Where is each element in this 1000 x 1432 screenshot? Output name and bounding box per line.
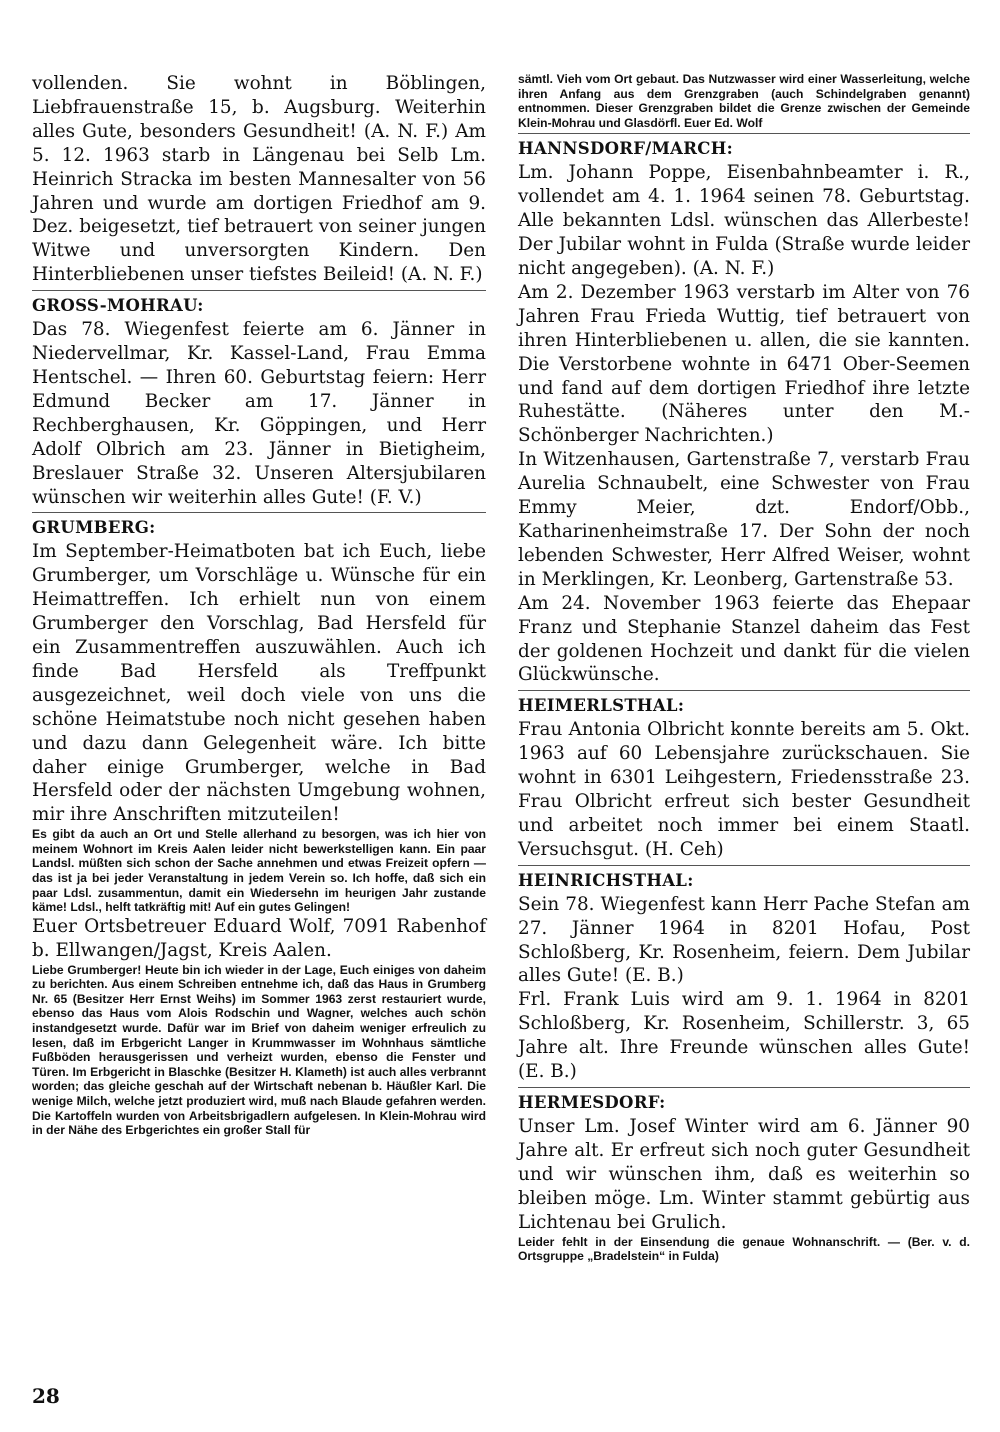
grumberg-text-1: Im September-Heimatboten bat ich Euch, liebe Grumberger, um Vorschläge u. Wünsche für ein Heimattreffen. Ich erhielt nun von einem Grumberger den Vorschlag, Bad Hersfeld für ein Zusammentreffen auszuwählen. Auch ich finde Bad Hersfeld als Treffpunkt ausgezeichnet, weil doch viele von uns die schöne Heimatstube noch nicht gesehen haben und dazu dann Gelegenheit wäre. Ich bitte daher einige Grumberger, welche in Bad Hersfeld oder der nächsten Umgebung wohnen, mir ihre Anschriften mitzuteilen! [32,541,486,826]
hannsdorf-text-4: Am 24. November 1963 feierte das Ehepaar Franz und Stephanie Stanzel daheim das Fest der goldenen Hochzeit und dankt für die vielen Glückwünsche. [518,592,970,686]
grumberg-small-text-2: Liebe Grumberger! Heute bin ich wieder in der Lage, Euch einiges von daheim zu berichten. Aus einem Schreiben entnehme ich, daß das Haus in Grumberg Nr. 65 (Besitzer Herr Ernst Weihs) im Sommer 1963 zerst restauriert wurde, ebenso das Haus vom Alois Rodschin und Wagner, welches auch schön instandgesetzt wurde. Dafür war im Brief von daheim weniger erfreulich zu lesen, daß im Erbgericht Langer in Krummwasser im Wohnhaus sämtliche Fußböden herausgerissen und verheizt wurden, ebenso die Fenster und Türen. Im Erbgericht in Blaschke (Besitzer H. Klameth) ist auch alles verbrannt worden; das gleiche geschah auf der Wirtschaft nebenan b. Häußler Karl. Die wenige Milch, welche jetzt produziert wird, muß nach Blaude gefahren werden. Die Kartoffeln wurden von Arbeitsbrigadlern aufgelesen. In Klein-Mohrau wird in der Nähe des Erbgerichtes ein großer Stall für [32,962,486,1138]
intro-paragraph: vollenden. Sie wohnt in Böblingen, Liebfrauenstraße 15, b. Augsburg. Weiterhin alles Gute, besonders Gesundheit! (A. N. F.) Am 5. 12. 1963 starb in Längenau bei Selb Lm. Heinrich Stracka im besten Mannesalter von 56 Jahren und wurde am dortigen Friedhof am 9. Dez. beigesetzt, tief betrauert von seiner jungen Witwe und unversorgten Kindern. Den Hinterbliebenen unser tiefstes Beileid! (A. N. F.) [32,73,486,286]
section-divider [32,290,486,291]
heading-hannsdorf: HANNSDORF/MARCH: [518,139,733,159]
section-divider [518,865,970,866]
right-intro-small: sämtl. Vieh vom Ort gebaut. Das Nutzwasser wird einer Wasserleitung, welche ihren Anfang aus dem Grenzgraben (auch Schindelgraben genannt) entnommen. Dieser Grenzgraben bildet die Grenze zwischen der Gemeinde Klein-Mohrau und Glasdörfl. Euer Ed. Wolf [518,72,970,130]
heimerlsthal-text: Frau Antonia Olbricht konnte bereits am 5. Okt. 1963 auf 60 Lebensjahre zurückschauen. Sie wohnt in 6301 Leihgestern, Friedensstraße 23. Frau Olbricht erfreut sich bester Gesundheit und arbeitet noch immer bei einem Staatl. Versuchsgut. (H. Ceh) [518,719,970,860]
heading-heinrichsthal: HEINRICHSTHAL: [518,870,694,890]
heading-hermesdorf: HERMESDORF: [518,1093,666,1112]
heading-heimerlsthal: HEIMERLSTHAL: [518,696,685,716]
heading-grumberg: GRUMBERG: [32,518,156,538]
heinrichsthal-text-1: Sein 78. Wiegenfest kann Herr Pache Stefan am 27. Jänner 1964 in 8201 Hofau, Post Schloßberg, Kr. Rosenheim, feiern. Dem Jubilar alles Gute! (E. B.) [518,893,970,987]
grumberg-small-text-1: Es gibt da auch an Ort und Stelle allerhand zu besorgen, was ich hier von meinem Wohnort im Kreis Aalen leider nicht bewerkstelligen kann. Ein paar Landsl. müßten sich schon der Sache annehmen und etwas Freizeit opfern — das ist ja bei jeder Veranstaltung in jedem Verein so. Ich hoffe, daß sich ein paar Ldsl. zusammentun, damit ein Wiedersehn im heurigen Jahr zustande käme! Ldsl., helft tatkräftig mit! Auf ein gutes Gelingen! [32,827,486,915]
gross-mohrau-text: Das 78. Wiegenfest feierte am 6. Jänner in Niedervellmar, Kr. Kassel-Land, Frau Emma Hentschel. — Ihren 60. Geburtstag feiern: Herr Edmund Becker am 17. Jänner in Rechberghausen, Kr. Göppingen, und Herr Adolf Olbrich am 23. Jänner in Bietigheim, Breslauer Straße 32. Unseren Altersjubilaren wünschen wir weiterhin alles Gute! (F. V.) [32,319,486,508]
section-divider [518,690,970,691]
hannsdorf-text-2: Am 2. Dezember 1963 verstarb im Alter von 76 Jahren Frau Frieda Wuttig, tief betrauert von ihren Hinterbliebenen u. allen, die sie kannten. Die Verstorbene wohnte in 6471 Ober-Seemen und fand auf dem dortigen Friedhof ihre letzte Ruhestätte. (Näheres unter den M.-Schönberger Nachrichten.) [518,281,970,447]
grumberg-text-2: Euer Ortsbetreuer Eduard Wolf, 7091 Rabenhof b. Ellwangen/Jagst, Kreis Aalen. [32,915,486,961]
hannsdorf-text-3: In Witzenhausen, Gartenstraße 7, verstarb Frau Aurelia Schnaubelt, eine Schwester von Frau Emmy Meier, dzt. Endorf/Obb., Katharinenheimstraße 17. Der Sohn der noch lebenden Schwester, Herr Alfred Weiser, wohnt in Merklingen, Kr. Leonberg, Gartenstraße 53. [518,449,970,590]
right-column [518,72,970,1264]
section-divider [518,133,970,134]
hermesdorf-text: Unser Lm. Josef Winter wird am 6. Jänner 90 Jahre alt. Er erfreut sich noch guter Gesundheit und wir wünschen ihm, daß es weiterhin so bleiben möge. Lm. Winter stammt gebürtig aus Lichtenau bei Grulich. [518,1116,970,1233]
hermesdorf-small-text: Leider fehlt in der Einsendung die genaue Wohnanschrift. — (Ber. v. d. Ortsgruppe „Bradelstein“ in Fulda) [518,1234,970,1264]
left-column [32,72,486,1138]
page-number: 28 [32,1384,60,1408]
heading-gross-mohrau: GROSS-MOHRAU: [32,296,204,316]
hannsdorf-text-1: Lm. Johann Poppe, Eisenbahnbeamter i. R., vollendet am 4. 1. 1964 seinen 78. Geburtstag. Alle bekannten Ldsl. wünschen das Allerbeste! Der Jubilar wohnt in Fulda (Straße wurde leider nicht angegeben). (A. N. F.) [518,162,970,279]
section-divider [32,512,486,513]
section-divider [518,1087,970,1088]
heinrichsthal-text-2: Frl. Frank Luis wird am 9. 1. 1964 in 8201 Schloßberg, Kr. Rosenheim, Schillerstr. 3, 65 Jahre alt. Ihre Freunde wünschen alles Gute! (E. B.) [518,989,970,1083]
